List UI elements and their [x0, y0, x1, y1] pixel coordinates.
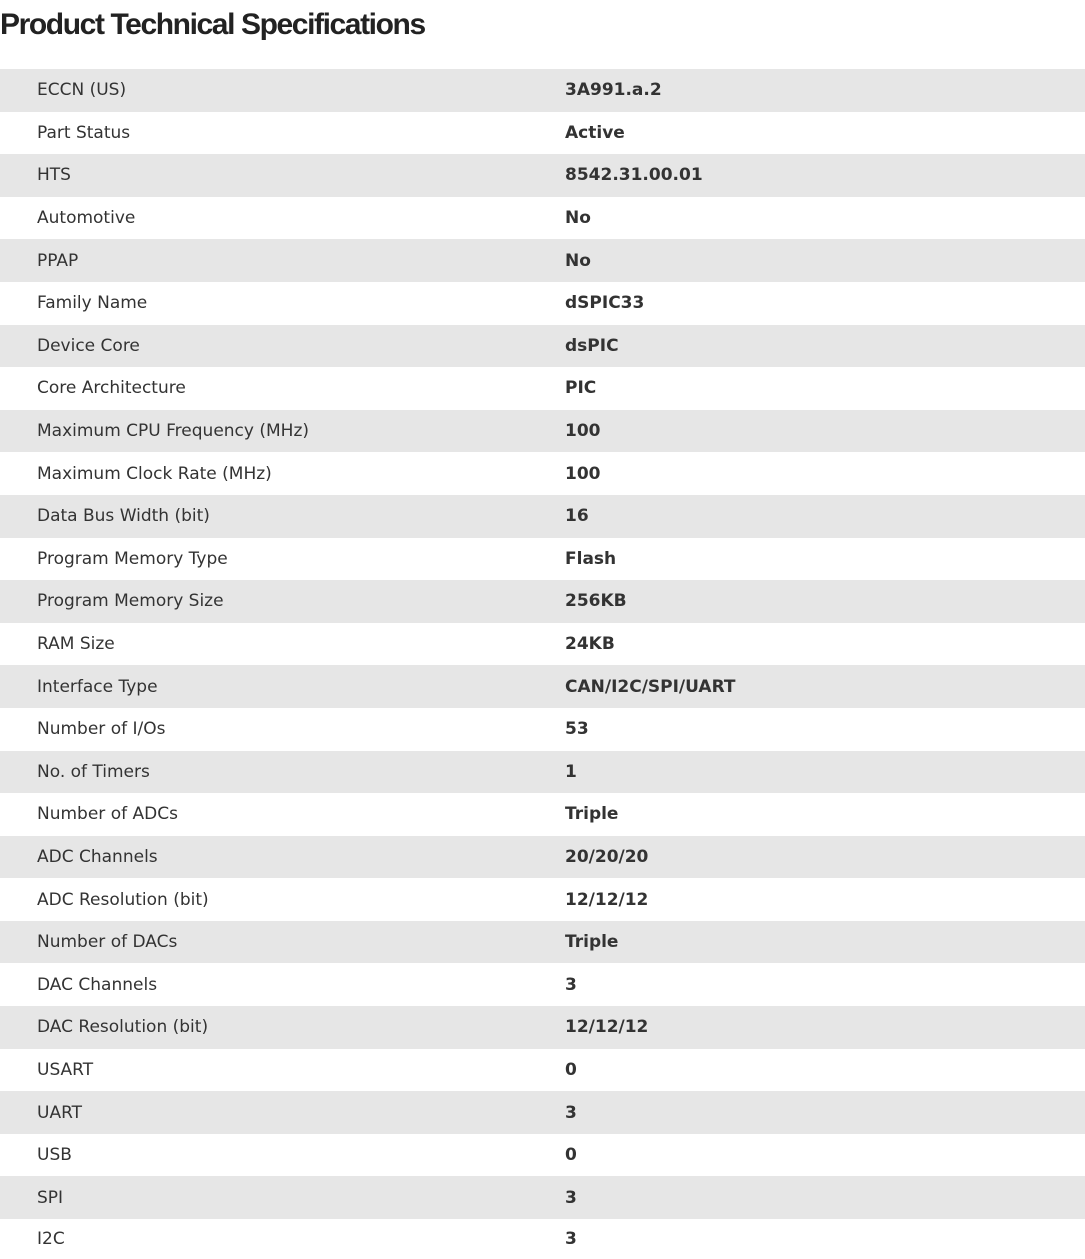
spec-value: 3: [565, 1102, 577, 1123]
spec-label: ADC Resolution (bit): [37, 889, 209, 910]
table-row: [0, 452, 1085, 495]
table-row: [0, 580, 1085, 623]
spec-value: 1: [565, 761, 577, 782]
spec-value: 24KB: [565, 634, 615, 655]
spec-value: Active: [565, 122, 625, 143]
table-row: [0, 878, 1085, 921]
spec-value: Triple: [565, 804, 619, 825]
spec-label: I2C: [37, 1229, 65, 1250]
table-row: [0, 1006, 1085, 1049]
spec-value: dsPIC: [565, 335, 619, 356]
spec-label: Maximum CPU Frequency (MHz): [37, 421, 309, 442]
table-row: [0, 751, 1085, 794]
spec-label: UART: [37, 1102, 83, 1123]
spec-table: [0, 69, 1085, 1259]
spec-value: 0: [565, 1145, 577, 1166]
spec-label: SPI: [37, 1187, 64, 1208]
spec-label: Automotive: [37, 208, 136, 229]
spec-label: USB: [37, 1145, 72, 1166]
table-row: [0, 495, 1085, 538]
spec-label: Family Name: [37, 293, 148, 314]
table-row: [0, 367, 1085, 410]
table-row: [0, 963, 1085, 1006]
spec-label: Data Bus Width (bit): [37, 506, 210, 527]
table-row: [0, 1134, 1085, 1177]
spec-value: Triple: [565, 932, 619, 953]
spec-label: Program Memory Size: [37, 591, 224, 612]
table-row: [0, 325, 1085, 368]
spec-value: 3: [565, 1187, 577, 1208]
spec-label: No. of Timers: [37, 761, 150, 782]
table-row: [0, 708, 1085, 751]
spec-value: 100: [565, 421, 601, 442]
table-row: [0, 665, 1085, 708]
table-row: [0, 538, 1085, 581]
spec-value: 100: [565, 463, 601, 484]
table-row: [0, 1091, 1085, 1134]
spec-value: 3A991.a.2: [565, 80, 662, 101]
spec-label: Maximum Clock Rate (MHz): [37, 463, 272, 484]
table-row: [0, 1219, 1085, 1259]
spec-value: 256KB: [565, 591, 627, 612]
spec-value: 3: [565, 1229, 577, 1250]
spec-label: Interface Type: [37, 676, 158, 697]
table-row: [0, 69, 1085, 112]
spec-label: RAM Size: [37, 634, 115, 655]
spec-table-body: [0, 69, 1085, 1259]
spec-value: dSPIC33: [565, 293, 645, 314]
spec-value: 20/20/20: [565, 846, 649, 867]
spec-value: 3: [565, 974, 577, 995]
spec-label: ADC Channels: [37, 846, 158, 867]
table-row: [0, 239, 1085, 282]
spec-label: PPAP: [37, 250, 79, 271]
table-row: [0, 836, 1085, 879]
spec-value: 8542.31.00.01: [565, 165, 703, 186]
spec-value: PIC: [565, 378, 597, 399]
table-row: [0, 112, 1085, 155]
spec-value: 12/12/12: [565, 1017, 649, 1038]
page-title: Product Technical Specifications: [0, 8, 425, 41]
spec-value: No: [565, 250, 591, 271]
spec-label: HTS: [37, 165, 71, 186]
table-row: [0, 623, 1085, 666]
spec-label: Part Status: [37, 122, 131, 143]
table-row: [0, 1049, 1085, 1092]
spec-value: CAN/I2C/SPI/UART: [565, 676, 736, 697]
spec-value: Flash: [565, 548, 617, 569]
spec-label: DAC Resolution (bit): [37, 1017, 209, 1038]
spec-value: No: [565, 208, 591, 229]
spec-value: 53: [565, 719, 589, 740]
table-row: [0, 410, 1085, 453]
spec-value: 12/12/12: [565, 889, 649, 910]
spec-label: Number of ADCs: [37, 804, 178, 825]
table-row: [0, 793, 1085, 836]
table-row: [0, 282, 1085, 325]
spec-label: Program Memory Type: [37, 548, 228, 569]
spec-label: DAC Channels: [37, 974, 158, 995]
table-row: [0, 921, 1085, 964]
spec-label: USART: [37, 1059, 94, 1080]
spec-value: 16: [565, 506, 589, 527]
table-row: [0, 197, 1085, 240]
spec-value: 0: [565, 1059, 577, 1080]
table-row: [0, 1176, 1085, 1219]
spec-label: Device Core: [37, 335, 140, 356]
spec-label: ECCN (US): [37, 80, 127, 101]
spec-label: Core Architecture: [37, 378, 186, 399]
spec-label: Number of I/Os: [37, 719, 166, 740]
spec-label: Number of DACs: [37, 932, 178, 953]
table-row: [0, 154, 1085, 197]
